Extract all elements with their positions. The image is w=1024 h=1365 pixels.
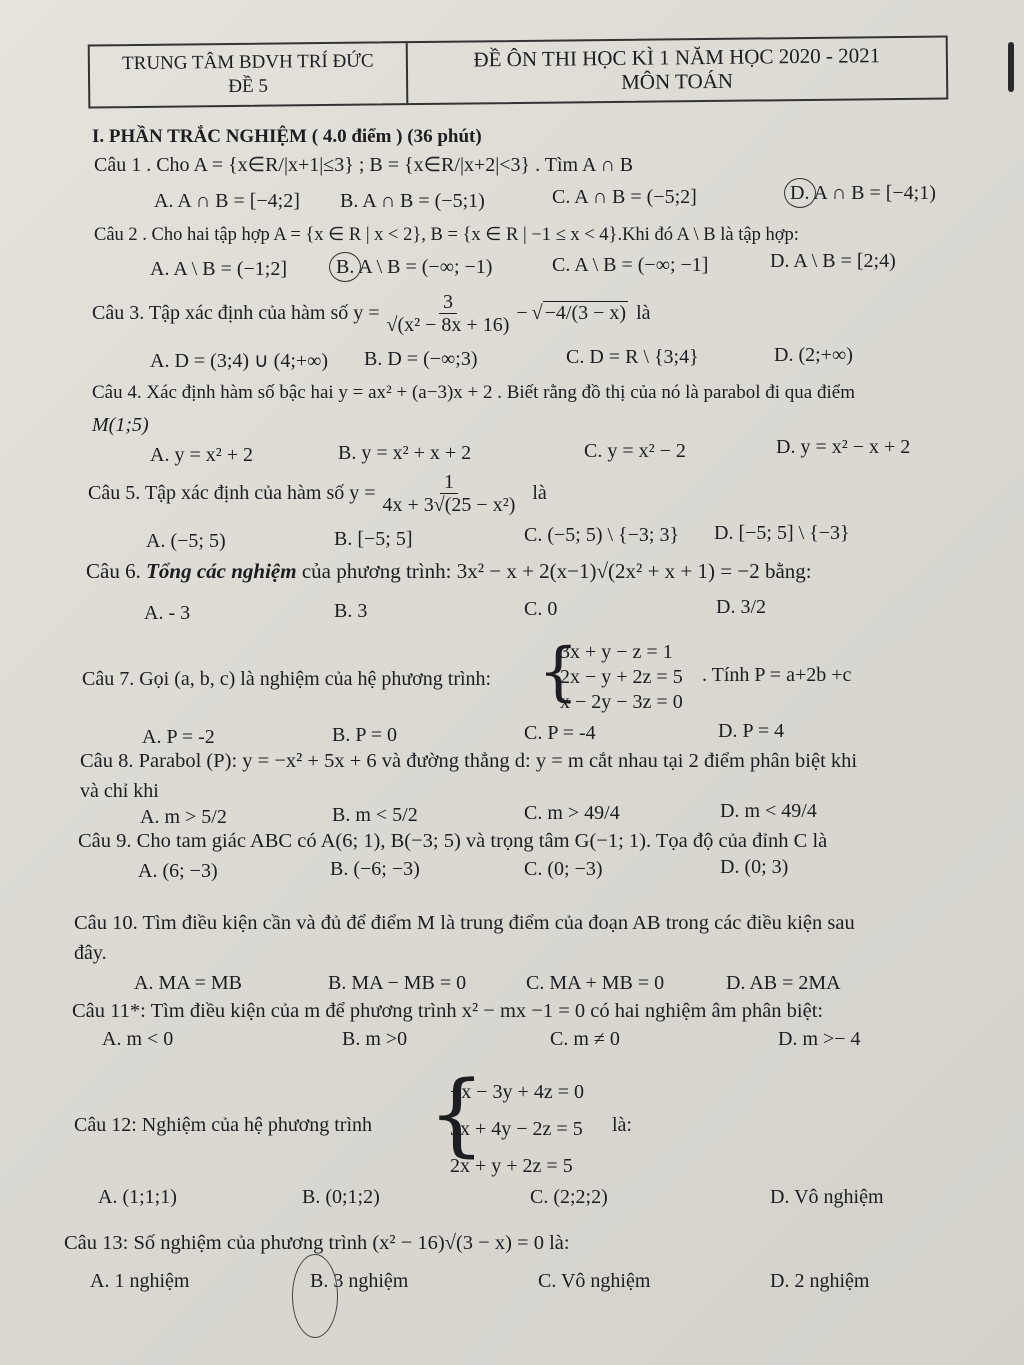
q13-option-a[interactable]: A. 1 nghiệm (90, 1270, 190, 1292)
q9-option-a[interactable]: A. (6; −3) (138, 860, 218, 882)
q4-stem: Câu 4. Xác định hàm số bậc hai y = ax² + (a−3)x + 2 . Biết rằng đồ thị của nó là parabol đi qua điểm (92, 382, 855, 403)
q5-stem (88, 468, 547, 518)
q3-stem: Câu 3. Tập xác định của hàm số y = $\frac{3}{\text{√(x² − 8x + 16)}}$ − √ −4/(3 − x) là (92, 290, 651, 336)
q6-option-d[interactable]: D. 3/2 (716, 596, 766, 618)
q7-eq1: 3x + y − z = 1 (560, 641, 673, 663)
q13-stem: Câu 13: Số nghiệm của phương trình (x² − 16)√(3 − x) = 0 là: (64, 1232, 570, 1254)
header-left (90, 43, 409, 106)
q4-option-a[interactable]: A. y = x² + 2 (150, 444, 253, 466)
answer-circle-q1 (784, 178, 816, 208)
q12-eq2: 3x + 4y − 2z = 5 (450, 1118, 583, 1140)
q2-option-c[interactable]: C. A \ B = (−∞; −1] (552, 254, 709, 276)
q3-stem-prefix: Câu 3. Tập xác định của hàm số y = (92, 302, 380, 324)
q5-den: 4x + 3√(25 − x²) (382, 493, 516, 516)
q3-end: là (636, 302, 651, 324)
q1-option-d[interactable]: D. A ∩ B = [−4;1) (790, 182, 936, 204)
q12-option-a[interactable]: A. (1;1;1) (98, 1186, 177, 1208)
q2-option-d[interactable]: D. A \ B = [2;4) (770, 250, 896, 272)
q8-option-c[interactable]: C. m > 49/4 (524, 802, 620, 824)
q1-stem: Câu 1 . Cho A = {x∈R/|x+1|≤3} ; B = {x∈R/|x+2|<3} . Tìm A ∩ B (94, 154, 634, 176)
q10-option-d[interactable]: D. AB = 2MA (726, 972, 841, 994)
q6-option-b[interactable]: B. 3 (334, 600, 368, 622)
answer-circle-q2 (329, 252, 361, 282)
q10-stem-cont: đây. (74, 942, 107, 964)
q4-option-c[interactable]: C. y = x² − 2 (584, 440, 686, 462)
q8-option-a[interactable]: A. m > 5/2 (140, 806, 227, 828)
q6-stem-prefix: Câu 6. (86, 559, 141, 583)
q7-brace: { (538, 635, 579, 709)
q3-den: √(x² − 8x + 16) (386, 313, 510, 336)
q2-stem: Câu 2 . Cho hai tập hợp A = {x ∈ R | x < 2}, B = {x ∈ R | −1 ≤ x < 4}.Khi đó A \ B là tập hợp: (94, 225, 799, 245)
q3-fraction (383, 291, 514, 336)
section-title: I. PHẦN TRẮC NGHIỆM ( 4.0 điểm ) (36 phút) (92, 126, 482, 147)
q12-option-b[interactable]: B. (0;1;2) (302, 1186, 380, 1208)
exam-code: ĐỀ 5 (228, 75, 269, 98)
q7-eq3: x − 2y − 3z = 0 (560, 691, 683, 713)
answer-circle-q13 (292, 1254, 338, 1338)
q11-stem: Câu 11*: Tìm điều kiện của m để phương trình x² − mx −1 = 0 có hai nghiệm âm phân biệt: (72, 1000, 824, 1022)
q9-option-c[interactable]: C. (0; −3) (524, 858, 603, 880)
q7-option-a[interactable]: A. P = -2 (142, 726, 215, 748)
q6-option-c[interactable]: C. 0 (524, 598, 558, 620)
q10-option-c[interactable]: C. MA + MB = 0 (526, 972, 665, 994)
margin-mark (1008, 42, 1014, 92)
q7-option-d[interactable]: D. P = 4 (718, 720, 785, 742)
q11-option-c[interactable]: C. m ≠ 0 (550, 1028, 620, 1050)
q10-option-b[interactable]: B. MA − MB = 0 (328, 972, 467, 994)
q3-num: 3 (439, 291, 457, 314)
school-name: TRUNG TÂM BDVH TRÍ ĐỨC (121, 50, 374, 75)
q4-option-b[interactable]: B. y = x² + x + 2 (338, 442, 472, 464)
q5-end: là (532, 482, 547, 504)
q5-fraction (379, 471, 520, 516)
q7-tail: . Tính P = a+2b +c (702, 664, 852, 686)
q3-option-c[interactable]: C. D = R \ {3;4} (566, 346, 699, 368)
q7-stem: Câu 7. Gọi (a, b, c) là nghiệm của hệ phương trình: (82, 668, 492, 690)
subject: MÔN TOÁN (621, 68, 734, 94)
q9-option-d[interactable]: D. (0; 3) (720, 856, 789, 878)
q3-option-d[interactable]: D. (2;+∞) (774, 344, 853, 366)
q7-option-b[interactable]: B. P = 0 (332, 724, 397, 746)
q13-option-b[interactable]: B. 3 nghiệm (310, 1270, 409, 1292)
q1-option-b[interactable]: B. A ∩ B = (−5;1) (340, 190, 485, 212)
q10-stem: Câu 10. Tìm điều kiện cần và đủ để điểm M là trung điểm của đoạn AB trong các điều kiện sau (74, 912, 855, 934)
q7-option-c[interactable]: C. P = -4 (524, 722, 596, 744)
q9-stem: Câu 9. Cho tam giác ABC có A(6; 1), B(−3; 5) và trọng tâm G(−1; 1). Tọa độ của đỉnh C là (78, 830, 828, 852)
q6-stem (86, 558, 812, 584)
q7-system (560, 640, 683, 715)
q11-option-d[interactable]: D. m >− 4 (778, 1028, 861, 1050)
q3-option-b[interactable]: B. D = (−∞;3) (364, 348, 478, 370)
q3-minus: − (516, 302, 528, 324)
q4-stem-point: M(1;5) (92, 414, 149, 436)
q12-option-d[interactable]: D. Vô nghiệm (770, 1186, 884, 1208)
q8-option-d[interactable]: D. m < 49/4 (720, 800, 817, 822)
q12-tail: là: (612, 1114, 632, 1136)
q5-stem-prefix: Câu 5. Tập xác định của hàm số y = (88, 482, 376, 504)
q5-option-c[interactable]: C. (−5; 5) \ {−3; 3} (524, 524, 680, 546)
q12-brace: { (428, 1062, 486, 1167)
header-right (408, 38, 947, 104)
q12-eq3: 2x + y + 2z = 5 (450, 1155, 573, 1177)
q5-option-a[interactable]: A. (−5; 5) (146, 530, 226, 552)
q12-stem: Câu 12: Nghiệm của hệ phương trình (74, 1114, 373, 1136)
q1-option-c[interactable]: C. A ∩ B = (−5;2] (552, 186, 697, 208)
q11-option-b[interactable]: B. m >0 (342, 1028, 408, 1050)
q3-root: −4/(3 − x) (544, 302, 627, 324)
q12-option-c[interactable]: C. (2;2;2) (530, 1186, 608, 1208)
q8-stem-cont: và chỉ khi (80, 780, 159, 802)
q3-option-a[interactable]: A. D = (3;4) ∪ (4;+∞) (150, 350, 329, 372)
q5-option-b[interactable]: B. [−5; 5] (334, 528, 413, 550)
q7-eq2: 2x − y + 2z = 5 (560, 666, 683, 688)
q9-option-b[interactable]: B. (−6; −3) (330, 858, 420, 880)
q6-stem-text: của phương trình: 3x² − x + 2(x−1)√(2x² + x + 1) = −2 bằng: (301, 559, 812, 583)
q6-stem-emphasis: Tổng các nghiệm (146, 559, 297, 583)
q8-stem: Câu 8. Parabol (P): y = −x² + 5x + 6 và đường thẳng d: y = m cắt nhau tại 2 điểm phân biệt khi (80, 750, 858, 772)
q12-system (450, 1074, 584, 1185)
q13-option-c[interactable]: C. Vô nghiệm (538, 1270, 651, 1292)
exam-title: ĐỀ ÔN THI HỌC KÌ 1 NĂM HỌC 2020 - 2021 (473, 43, 881, 72)
q5-option-d[interactable]: D. [−5; 5] \ {−3} (714, 522, 850, 544)
header-box (88, 35, 949, 108)
q2-option-b[interactable]: B. A \ B = (−∞; −1) (336, 256, 493, 278)
q2-option-a[interactable]: A. A \ B = (−1;2] (150, 258, 288, 280)
q12-eq1: −x − 3y + 4z = 0 (450, 1081, 584, 1103)
q10-option-a[interactable]: A. MA = MB (134, 972, 242, 994)
q1-option-a[interactable]: A. A ∩ B = [−4;2] (154, 190, 300, 212)
q6-option-a[interactable]: A. - 3 (144, 602, 191, 624)
q4-option-d[interactable]: D. y = x² − x + 2 (776, 436, 911, 458)
q11-option-a[interactable]: A. m < 0 (102, 1028, 174, 1050)
q8-option-b[interactable]: B. m < 5/2 (332, 804, 418, 826)
q5-num: 1 (440, 471, 458, 494)
q13-option-d[interactable]: D. 2 nghiệm (770, 1270, 870, 1292)
